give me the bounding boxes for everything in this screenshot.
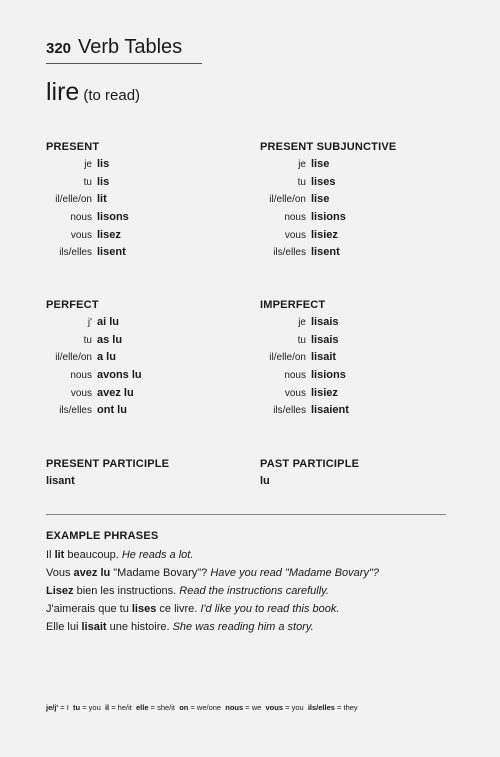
bold-text: lisait (81, 621, 107, 633)
pronoun-legend (46, 703, 358, 712)
page-header (46, 36, 182, 59)
participle-value: lisant (46, 475, 75, 487)
conjugation-row (260, 229, 396, 247)
tense-title: PRESENT SUBJUNCTIVE (260, 141, 397, 153)
pronoun: tu (83, 176, 92, 188)
conjugation-row (260, 176, 396, 194)
conjugation-row (46, 369, 142, 387)
header-rule (46, 63, 202, 64)
tense-title: PRESENT (46, 141, 100, 153)
text-run: = she/it (148, 703, 180, 712)
verb-form: lisent (311, 246, 340, 259)
bold-text: vous (265, 703, 284, 712)
bold-text: Lisez (46, 585, 74, 597)
pronoun: ils/elles (273, 405, 306, 417)
verb-form: lis (97, 158, 110, 170)
bold-text: je/j' (46, 703, 59, 712)
text-run: bien les instructions. (73, 585, 180, 597)
verb-form: lisais (311, 316, 339, 328)
text-run: = he/it (109, 703, 137, 712)
text-run: Elle lui (46, 621, 82, 633)
tense-present (46, 140, 129, 264)
pronoun: vous (70, 229, 92, 241)
pronoun: vous (70, 387, 92, 399)
verb-form: ont lu (97, 404, 127, 417)
pronoun: ils/elles (273, 247, 306, 259)
pronoun: vous (284, 229, 306, 241)
verb-form: lisions (311, 369, 346, 382)
verb-infinitive: lire (46, 78, 80, 106)
verb-heading (46, 78, 140, 107)
verb-form: avez lu (97, 386, 134, 399)
pronoun: tu (83, 334, 92, 346)
conjugation-row (260, 387, 349, 405)
example-line (46, 582, 379, 600)
header-title: Verb Tables (78, 36, 183, 58)
text-run: une histoire. (106, 621, 173, 633)
conjugation-row (46, 211, 129, 229)
text-run: = we (243, 703, 266, 712)
examples-title: EXAMPLE PHRASES (46, 530, 159, 542)
conjugation-row (46, 229, 129, 247)
conjugation-row (46, 387, 142, 405)
tense-perfect (46, 298, 142, 422)
translation-text: I'd like you to read this book. (200, 603, 340, 615)
pronoun: il/elle/on (55, 194, 92, 206)
conjugation-row (260, 158, 396, 176)
pronoun: je (84, 159, 92, 170)
conjugation-row (46, 334, 142, 352)
conjugation-rows (260, 158, 396, 264)
pronoun: tu (297, 176, 306, 188)
bold-text: lises (131, 603, 157, 615)
conjugation-row (46, 158, 129, 176)
text-run: ce livre. (156, 603, 201, 615)
example-line (46, 546, 379, 564)
pronoun: il/elle/on (55, 352, 92, 364)
example-line (46, 618, 379, 636)
pronoun: il/elle/on (269, 352, 306, 364)
conjugation-row (46, 193, 129, 211)
verb-form: lisez (97, 228, 121, 241)
conjugation-row (260, 404, 349, 422)
verb-form: lisait (311, 351, 337, 364)
text-run: Il (46, 549, 55, 561)
pronoun: il/elle/on (269, 194, 306, 206)
section-divider (46, 514, 446, 515)
translation-text: Have you read "Madame Bovary"? (210, 567, 379, 579)
conjugation-row (260, 334, 349, 352)
conjugation-row (260, 246, 396, 264)
conjugation-row (46, 176, 129, 194)
text-run: beaucoup. (64, 549, 122, 561)
conjugation-row (260, 369, 349, 387)
pronoun: j' (87, 317, 92, 328)
pronoun: ils/elles (59, 405, 92, 417)
text-run: = I (58, 703, 74, 712)
conjugation-row (46, 316, 142, 334)
verb-form: lisaient (311, 404, 349, 417)
tense-present-subjunctive (260, 140, 396, 264)
verb-form: lises (311, 175, 336, 188)
pronoun: je (298, 317, 306, 328)
pronoun: nous (284, 370, 306, 382)
conjugation-row (260, 193, 396, 211)
conjugation-row (46, 246, 129, 264)
conjugation-row (46, 351, 142, 369)
verb-form: ai lu (97, 316, 120, 328)
bold-text: il (104, 703, 110, 712)
verb-form: lise (311, 193, 330, 206)
verb-form: lisent (97, 246, 126, 259)
conjugation-row (46, 404, 142, 422)
conjugation-rows (46, 316, 142, 422)
verb-form: as lu (97, 333, 123, 346)
verb-form: lis (97, 175, 110, 188)
pronoun: nous (284, 212, 306, 224)
text-run: Vous (46, 567, 74, 579)
pronoun: je (298, 159, 306, 170)
pronoun: nous (70, 370, 92, 382)
text-run: "Madame Bovary"? (110, 567, 211, 579)
past-participle (260, 457, 359, 487)
conjugation-row (260, 316, 349, 334)
verb-translation: (to read) (83, 87, 141, 104)
translation-text: Read the instructions carefully. (179, 585, 329, 597)
bold-text: elle (136, 703, 149, 712)
example-lines (46, 546, 379, 636)
example-phrases (46, 529, 379, 636)
text-run: = they (334, 703, 358, 712)
conjugation-row (260, 351, 349, 369)
tense-imperfect (260, 298, 349, 422)
verb-form: avons lu (97, 369, 142, 382)
verb-form: lisiez (311, 228, 338, 241)
pronoun: vous (284, 387, 306, 399)
tense-title: IMPERFECT (260, 299, 326, 311)
pronoun: ils/elles (59, 247, 92, 259)
verb-form: lit (97, 193, 107, 206)
verb-form: lisiez (311, 386, 338, 399)
translation-text: She was reading him a story. (172, 621, 314, 633)
verb-form: lisais (311, 333, 339, 346)
bold-text: ils/elles (307, 703, 335, 712)
conjugation-row (260, 211, 396, 229)
conjugation-rows (46, 158, 129, 264)
bold-text: lit (54, 549, 65, 561)
conjugation-rows (260, 316, 349, 422)
text-run: = we/one (188, 703, 226, 712)
example-line (46, 564, 379, 582)
bold-text: tu (73, 703, 81, 712)
verb-form: lise (311, 158, 330, 170)
bold-text: on (179, 703, 189, 712)
example-line (46, 600, 379, 618)
present-participle (46, 457, 169, 487)
page-number: 320 (46, 40, 72, 57)
text-run: J'aimerais que tu (46, 603, 132, 615)
verb-form: a lu (97, 351, 116, 364)
bold-text: avez lu (73, 567, 111, 579)
text-run: = you (80, 703, 105, 712)
participle-title: PAST PARTICIPLE (260, 458, 360, 470)
translation-text: He reads a lot. (121, 549, 194, 561)
tense-title: PERFECT (46, 299, 99, 311)
verb-form: lisions (311, 211, 346, 224)
text-run: = you (283, 703, 308, 712)
verb-form: lisons (97, 211, 129, 224)
pronoun: nous (70, 212, 92, 224)
participle-title: PRESENT PARTICIPLE (46, 458, 170, 470)
pronoun: tu (297, 334, 306, 346)
bold-text: nous (225, 703, 244, 712)
participle-value: lu (260, 475, 270, 487)
